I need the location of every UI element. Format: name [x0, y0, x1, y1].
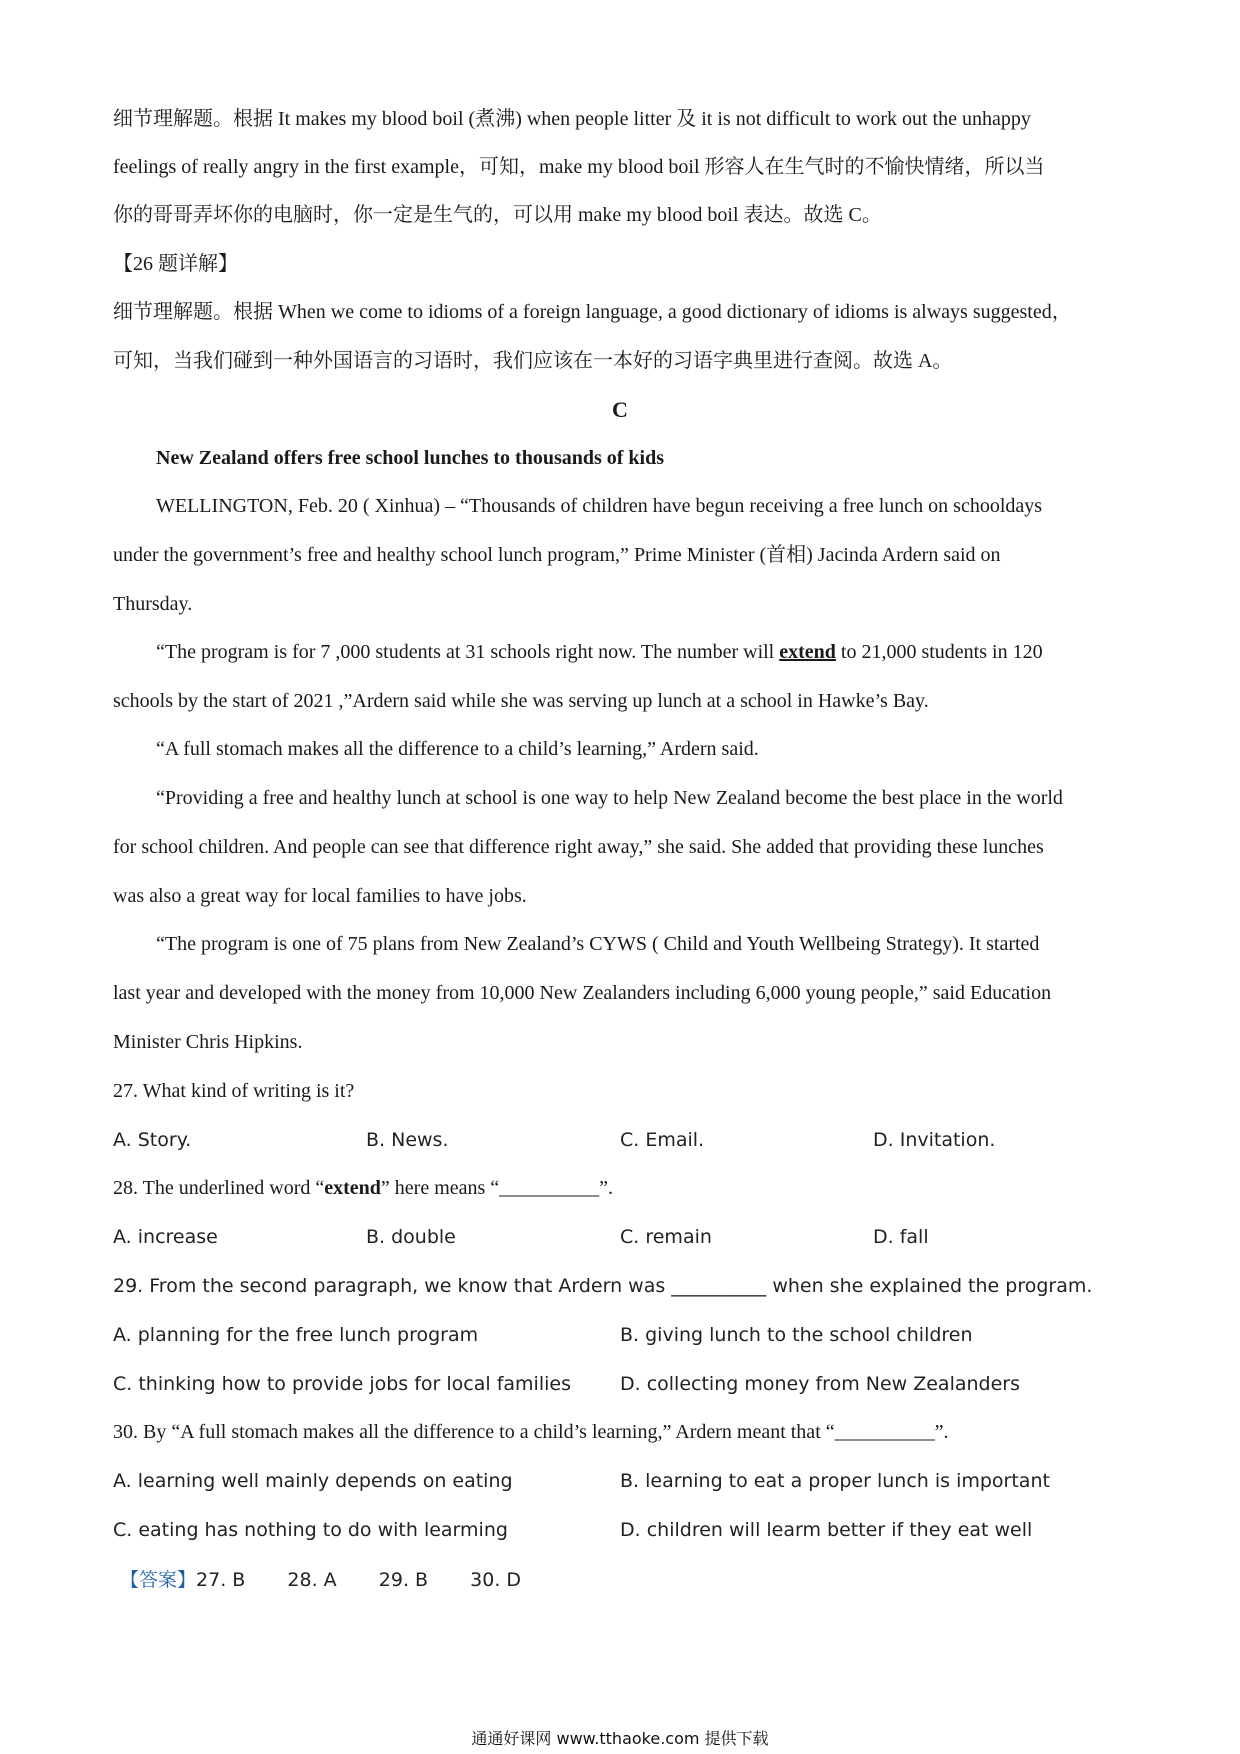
question-28-stem-post: ” here means “__________”.	[380, 1177, 614, 1199]
question-28-option-a: A. increase	[113, 1226, 218, 1248]
question-30-stem: 30. By “A full stomach makes all the difference to a child’s learning,” Ardern meant that “__________”.	[113, 1421, 949, 1443]
passage-p1-line-1: WELLINGTON, Feb. 20 ( Xinhua) – “Thousands of children have begun receiving a free lunch on schooldays	[156, 495, 1043, 517]
question-30-option-d: D. children will learm better if they eat well	[620, 1519, 1033, 1541]
explanation-26-heading: 【26 题详解】	[113, 253, 238, 275]
explanation-25-line-1: 细节理解题。根据 It makes my blood boil (煮沸) when people litter 及 it is not difficult to work out the unhappy	[113, 108, 1031, 130]
passage-p5-line-3: Minister Chris Hipkins.	[113, 1031, 303, 1053]
passage-p2-line-1	[156, 638, 1043, 666]
explanation-25-line-3: 你的哥哥弄坏你的电脑时，你一定是生气的，可以用 make my blood boil 表达。故选 C。	[113, 204, 882, 226]
question-28-option-b: B. double	[366, 1226, 456, 1248]
question-29-option-b: B. giving lunch to the school children	[620, 1324, 973, 1346]
question-27-option-b: B. News.	[366, 1129, 449, 1151]
question-29-option-d: D. collecting money from New Zealanders	[620, 1373, 1021, 1395]
passage-p2-text-pre: “The program is for 7 ,000 students at 31 schools right now. The number will	[156, 641, 780, 663]
passage-p2-line-2: schools by the start of 2021 ,”Ardern said while she was serving up lunch at a school in Hawke’s Bay.	[113, 690, 929, 712]
underlined-word-extend: extend	[779, 641, 836, 663]
question-29-option-a: A. planning for the free lunch program	[113, 1324, 479, 1346]
passage-p1-line-3: Thursday.	[113, 593, 193, 615]
passage-p5-line-2: last year and developed with the money from 10,000 New Zealanders including 6,000 young people,” said Education	[113, 982, 1052, 1004]
explanation-26-line-1: 细节理解题。根据 When we come to idioms of a foreign language, a good dictionary of idioms is always suggested，	[113, 301, 1072, 323]
question-30-option-c: C. eating has nothing to do with learming	[113, 1519, 508, 1541]
answer-tag: 【答案】	[120, 1569, 197, 1591]
passage-p4-line-3: was also a great way for local families to have jobs.	[113, 885, 527, 907]
section-letter: C	[612, 397, 628, 422]
answer-28: 28. A	[287, 1569, 337, 1591]
question-28-keyword: extend	[324, 1177, 381, 1199]
page-footer: 通通好课网 www.tthaoke.com 提供下载	[471, 1729, 769, 1748]
question-27-option-a: A. Story.	[113, 1129, 192, 1151]
explanation-26-line-2: 可知，当我们碰到一种外国语言的习语时，我们应该在一本好的习语字典里进行查阅。故选 A。	[113, 350, 953, 372]
question-29-stem: 29. From the second paragraph, we know that Ardern was __________ when she explained the program.	[113, 1275, 1093, 1297]
answer-27: 27. B	[196, 1569, 246, 1591]
passage-p1-line-2: under the government’s free and healthy school lunch program,” Prime Minister (首相) Jacinda Ardern said on	[113, 544, 1001, 566]
question-29-option-c: C. thinking how to provide jobs for local families	[113, 1373, 571, 1395]
explanation-25-line-2: feelings of really angry in the first example，可知，make my blood boil 形容人在生气时的不愉快情绪，所以当	[113, 156, 1045, 178]
answer-line	[120, 1566, 521, 1594]
passage-p4-line-1: “Providing a free and healthy lunch at school is one way to help New Zealand become the best place in the world	[156, 787, 1063, 809]
answer-30: 30. D	[470, 1569, 522, 1591]
passage-p3: “A full stomach makes all the difference to a child’s learning,” Ardern said.	[156, 738, 759, 760]
question-28-option-d: D. fall	[873, 1226, 929, 1248]
passage-p2-text-post: to 21,000 students in 120	[835, 641, 1043, 663]
question-30-option-b: B. learning to eat a proper lunch is important	[620, 1470, 1050, 1492]
passage-title: New Zealand offers free school lunches to thousands of kids	[156, 447, 664, 469]
question-30-option-a: A. learning well mainly depends on eating	[113, 1470, 513, 1492]
question-28-option-c: C. remain	[620, 1226, 712, 1248]
question-28-stem	[113, 1174, 613, 1202]
question-27-option-d: D. Invitation.	[873, 1129, 996, 1151]
question-27-stem: 27. What kind of writing is it?	[113, 1080, 355, 1102]
question-28-stem-pre: 28. The underlined word “	[113, 1177, 325, 1199]
passage-p4-line-2: for school children. And people can see that difference right away,” she said. She added that providing these lunches	[113, 836, 1044, 858]
question-27-option-c: C. Email.	[620, 1129, 705, 1151]
passage-p5-line-1: “The program is one of 75 plans from New Zealand’s CYWS ( Child and Youth Wellbeing Strategy). It started	[156, 933, 1040, 955]
answer-29: 29. B	[378, 1569, 429, 1591]
